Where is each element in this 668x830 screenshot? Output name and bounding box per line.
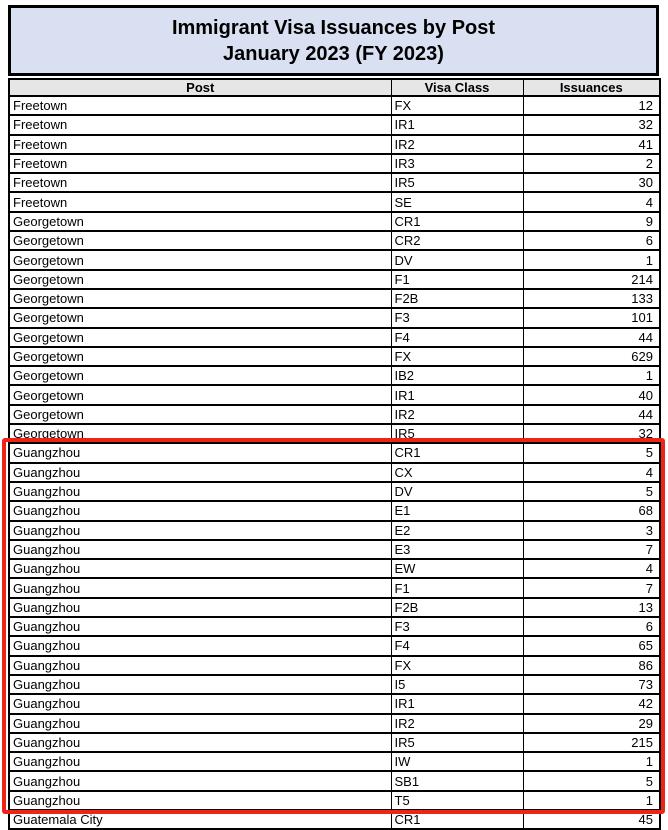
visa-class-cell: FX	[391, 656, 523, 675]
visa-class-cell: DV	[391, 482, 523, 501]
visa-class-cell: IR1	[391, 385, 523, 404]
issuances-cell: 4	[523, 559, 660, 578]
issuances-cell: 6	[523, 617, 660, 636]
visa-class-cell: IR5	[391, 424, 523, 443]
visa-class-cell: IB2	[391, 366, 523, 385]
report-title-line-2: January 2023 (FY 2023)	[223, 42, 444, 65]
visa-class-cell: CR1	[391, 810, 523, 829]
issuances-cell: 215	[523, 733, 660, 752]
table-row	[9, 521, 660, 540]
post-cell: Freetown	[9, 135, 391, 154]
post-cell: Freetown	[9, 115, 391, 134]
issuances-cell: 13	[523, 598, 660, 617]
post-cell: Guangzhou	[9, 771, 391, 790]
table-row	[9, 289, 660, 308]
post-cell: Guangzhou	[9, 617, 391, 636]
post-cell: Guangzhou	[9, 791, 391, 810]
post-cell: Georgetown	[9, 212, 391, 231]
table-row	[9, 328, 660, 347]
post-cell: Guangzhou	[9, 656, 391, 675]
issuances-cell: 1	[523, 791, 660, 810]
issuances-cell: 32	[523, 115, 660, 134]
post-cell: Georgetown	[9, 328, 391, 347]
post-cell: Guangzhou	[9, 463, 391, 482]
issuances-cell: 3	[523, 521, 660, 540]
visa-class-cell: F2B	[391, 598, 523, 617]
post-cell: Guangzhou	[9, 443, 391, 462]
issuances-cell: 1	[523, 366, 660, 385]
table-row	[9, 791, 660, 810]
table-row	[9, 656, 660, 675]
visa-class-cell: IR2	[391, 135, 523, 154]
visa-class-cell: IR2	[391, 714, 523, 733]
visa-class-cell: T5	[391, 791, 523, 810]
table-row	[9, 733, 660, 752]
issuances-cell: 4	[523, 192, 660, 211]
issuances-cell: 44	[523, 405, 660, 424]
visa-class-cell: E1	[391, 501, 523, 520]
post-cell: Georgetown	[9, 405, 391, 424]
visa-class-cell: IW	[391, 752, 523, 771]
post-cell: Guangzhou	[9, 521, 391, 540]
col-header-visa-class: Visa Class	[391, 79, 523, 96]
issuances-cell: 1	[523, 250, 660, 269]
post-cell: Georgetown	[9, 289, 391, 308]
visa-class-cell: FX	[391, 96, 523, 115]
table-row	[9, 675, 660, 694]
table-row	[9, 810, 660, 829]
visa-class-cell: F3	[391, 617, 523, 636]
post-cell: Georgetown	[9, 231, 391, 250]
table-row	[9, 598, 660, 617]
table-row	[9, 96, 660, 115]
post-cell: Guangzhou	[9, 540, 391, 559]
issuances-cell: 45	[523, 810, 660, 829]
post-cell: Freetown	[9, 173, 391, 192]
table-row	[9, 617, 660, 636]
table-row	[9, 714, 660, 733]
table-row	[9, 366, 660, 385]
issuances-cell: 1	[523, 752, 660, 771]
post-cell: Georgetown	[9, 347, 391, 366]
table-row	[9, 212, 660, 231]
table-row	[9, 540, 660, 559]
post-cell: Freetown	[9, 192, 391, 211]
table-row	[9, 173, 660, 192]
visa-class-cell: F1	[391, 270, 523, 289]
issuances-cell: 73	[523, 675, 660, 694]
post-cell: Guangzhou	[9, 752, 391, 771]
table-row	[9, 443, 660, 462]
post-cell: Guangzhou	[9, 501, 391, 520]
post-cell: Guangzhou	[9, 733, 391, 752]
issuances-cell: 12	[523, 96, 660, 115]
visa-class-cell: SB1	[391, 771, 523, 790]
table-row	[9, 250, 660, 269]
visa-class-cell: E2	[391, 521, 523, 540]
issuances-cell: 44	[523, 328, 660, 347]
visa-class-cell: CR2	[391, 231, 523, 250]
visa-class-cell: CR1	[391, 443, 523, 462]
post-cell: Georgetown	[9, 308, 391, 327]
post-cell: Freetown	[9, 96, 391, 115]
table-row	[9, 501, 660, 520]
issuances-cell: 629	[523, 347, 660, 366]
table-row	[9, 308, 660, 327]
post-cell: Guangzhou	[9, 559, 391, 578]
report-title	[8, 5, 659, 76]
issuances-cell: 40	[523, 385, 660, 404]
issuances-cell: 65	[523, 636, 660, 655]
issuances-cell: 41	[523, 135, 660, 154]
visa-issuances-table	[8, 78, 661, 830]
post-cell: Georgetown	[9, 424, 391, 443]
table-row	[9, 385, 660, 404]
table-row	[9, 694, 660, 713]
issuances-cell: 214	[523, 270, 660, 289]
table-row	[9, 347, 660, 366]
visa-class-cell: F4	[391, 636, 523, 655]
visa-class-cell: DV	[391, 250, 523, 269]
visa-class-cell: CR1	[391, 212, 523, 231]
issuances-cell: 5	[523, 443, 660, 462]
table-row	[9, 405, 660, 424]
post-cell: Guangzhou	[9, 636, 391, 655]
table-row	[9, 192, 660, 211]
visa-class-cell: E3	[391, 540, 523, 559]
visa-class-cell: IR5	[391, 173, 523, 192]
issuances-cell: 5	[523, 482, 660, 501]
issuances-cell: 4	[523, 463, 660, 482]
post-cell: Freetown	[9, 154, 391, 173]
table-row	[9, 115, 660, 134]
table-row	[9, 154, 660, 173]
table-row	[9, 771, 660, 790]
table-body	[9, 96, 660, 829]
visa-class-cell: F1	[391, 578, 523, 597]
visa-class-cell: F2B	[391, 289, 523, 308]
table-row	[9, 424, 660, 443]
issuances-cell: 9	[523, 212, 660, 231]
post-cell: Guangzhou	[9, 598, 391, 617]
issuances-cell: 7	[523, 578, 660, 597]
table-row	[9, 482, 660, 501]
post-cell: Guangzhou	[9, 714, 391, 733]
col-header-issuances: Issuances	[523, 79, 660, 96]
visa-class-cell: I5	[391, 675, 523, 694]
issuances-cell: 6	[523, 231, 660, 250]
post-cell: Guangzhou	[9, 694, 391, 713]
table-row	[9, 135, 660, 154]
table-row	[9, 636, 660, 655]
post-cell: Guatemala City	[9, 810, 391, 829]
table-row	[9, 270, 660, 289]
issuances-cell: 30	[523, 173, 660, 192]
visa-class-cell: IR5	[391, 733, 523, 752]
visa-class-cell: F3	[391, 308, 523, 327]
report-title-line-1: Immigrant Visa Issuances by Post	[171, 16, 496, 39]
issuances-cell: 68	[523, 501, 660, 520]
visa-class-cell: SE	[391, 192, 523, 211]
table-row	[9, 578, 660, 597]
issuances-cell: 42	[523, 694, 660, 713]
visa-class-cell: F4	[391, 328, 523, 347]
issuances-cell: 7	[523, 540, 660, 559]
visa-class-cell: IR1	[391, 694, 523, 713]
visa-class-cell: IR1	[391, 115, 523, 134]
issuances-cell: 101	[523, 308, 660, 327]
post-cell: Georgetown	[9, 250, 391, 269]
post-cell: Georgetown	[9, 366, 391, 385]
post-cell: Guangzhou	[9, 675, 391, 694]
post-cell: Guangzhou	[9, 578, 391, 597]
table-row	[9, 559, 660, 578]
visa-class-cell: IR2	[391, 405, 523, 424]
post-cell: Guangzhou	[9, 482, 391, 501]
issuances-cell: 133	[523, 289, 660, 308]
visa-class-cell: EW	[391, 559, 523, 578]
header-row	[9, 79, 660, 96]
visa-class-cell: IR3	[391, 154, 523, 173]
col-header-post: Post	[9, 79, 391, 96]
post-cell: Georgetown	[9, 270, 391, 289]
issuances-cell: 2	[523, 154, 660, 173]
issuances-cell: 5	[523, 771, 660, 790]
issuances-cell: 86	[523, 656, 660, 675]
table-row	[9, 463, 660, 482]
issuances-cell: 32	[523, 424, 660, 443]
issuances-cell: 29	[523, 714, 660, 733]
visa-class-cell: FX	[391, 347, 523, 366]
post-cell: Georgetown	[9, 385, 391, 404]
visa-class-cell: CX	[391, 463, 523, 482]
table-row	[9, 752, 660, 771]
table-row	[9, 231, 660, 250]
